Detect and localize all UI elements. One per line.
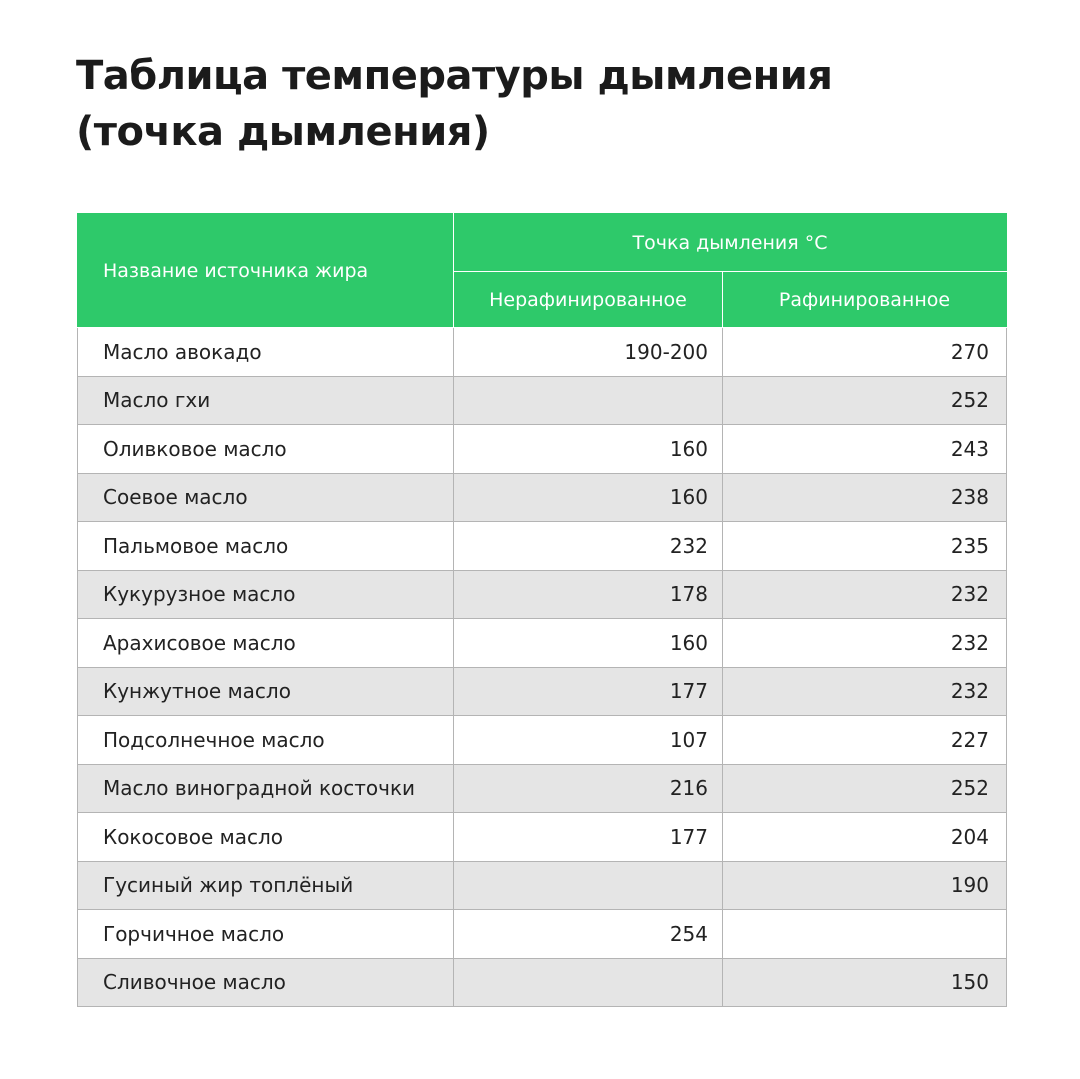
table-row	[78, 473, 1007, 522]
table-row	[78, 813, 1007, 862]
fat-source-name-cell: Кунжутное масло	[78, 667, 454, 716]
unrefined-smoke-point-cell	[454, 376, 723, 425]
table-row	[78, 522, 1007, 571]
refined-smoke-point-cell: 243	[723, 425, 1007, 474]
refined-smoke-point-cell: 227	[723, 716, 1007, 765]
table-header	[78, 214, 1007, 328]
refined-smoke-point-cell: 204	[723, 813, 1007, 862]
unrefined-smoke-point-cell: 216	[454, 764, 723, 813]
table-row	[78, 958, 1007, 1007]
refined-smoke-point-cell: 235	[723, 522, 1007, 571]
table-body	[78, 328, 1007, 1007]
fat-source-name-cell: Гусиный жир топлёный	[78, 861, 454, 910]
unrefined-smoke-point-cell: 107	[454, 716, 723, 765]
fat-source-name-cell: Соевое масло	[78, 473, 454, 522]
table-row	[78, 376, 1007, 425]
table-row	[78, 619, 1007, 668]
unrefined-smoke-point-cell: 177	[454, 813, 723, 862]
page-title-line-1: Таблица температуры дымления	[76, 53, 833, 99]
refined-smoke-point-cell: 238	[723, 473, 1007, 522]
smoke-point-table	[77, 213, 1007, 1007]
refined-smoke-point-cell	[723, 910, 1007, 959]
page-title	[76, 48, 976, 160]
table-row	[78, 910, 1007, 959]
unrefined-smoke-point-cell: 160	[454, 425, 723, 474]
header-unrefined: Нерафинированное	[454, 272, 723, 328]
fat-source-name-cell: Пальмовое масло	[78, 522, 454, 571]
fat-source-name-cell: Кокосовое масло	[78, 813, 454, 862]
table-row	[78, 570, 1007, 619]
fat-source-name-cell: Масло авокадо	[78, 328, 454, 377]
table-row	[78, 861, 1007, 910]
header-smoke-point: Точка дымления °С	[454, 214, 1007, 272]
fat-source-name-cell: Сливочное масло	[78, 958, 454, 1007]
unrefined-smoke-point-cell: 160	[454, 473, 723, 522]
fat-source-name-cell: Арахисовое масло	[78, 619, 454, 668]
unrefined-smoke-point-cell	[454, 958, 723, 1007]
fat-source-name-cell: Масло виноградной косточки	[78, 764, 454, 813]
unrefined-smoke-point-cell	[454, 861, 723, 910]
unrefined-smoke-point-cell: 178	[454, 570, 723, 619]
unrefined-smoke-point-cell: 160	[454, 619, 723, 668]
fat-source-name-cell: Оливковое масло	[78, 425, 454, 474]
fat-source-name-cell: Подсолнечное масло	[78, 716, 454, 765]
table-row	[78, 716, 1007, 765]
unrefined-smoke-point-cell: 232	[454, 522, 723, 571]
refined-smoke-point-cell: 190	[723, 861, 1007, 910]
table-row	[78, 328, 1007, 377]
header-refined: Рафинированное	[723, 272, 1007, 328]
refined-smoke-point-cell: 232	[723, 619, 1007, 668]
page-title-line-2: (точка дымления)	[76, 109, 490, 155]
table-row	[78, 425, 1007, 474]
fat-source-name-cell: Горчичное масло	[78, 910, 454, 959]
fat-source-name-cell: Кукурузное масло	[78, 570, 454, 619]
unrefined-smoke-point-cell: 177	[454, 667, 723, 716]
refined-smoke-point-cell: 252	[723, 764, 1007, 813]
refined-smoke-point-cell: 232	[723, 667, 1007, 716]
refined-smoke-point-cell: 270	[723, 328, 1007, 377]
header-fat-source-name: Название источника жира	[78, 214, 454, 328]
refined-smoke-point-cell: 150	[723, 958, 1007, 1007]
unrefined-smoke-point-cell: 254	[454, 910, 723, 959]
refined-smoke-point-cell: 252	[723, 376, 1007, 425]
fat-source-name-cell: Масло гхи	[78, 376, 454, 425]
table-row	[78, 764, 1007, 813]
refined-smoke-point-cell: 232	[723, 570, 1007, 619]
unrefined-smoke-point-cell: 190-200	[454, 328, 723, 377]
table-row	[78, 667, 1007, 716]
